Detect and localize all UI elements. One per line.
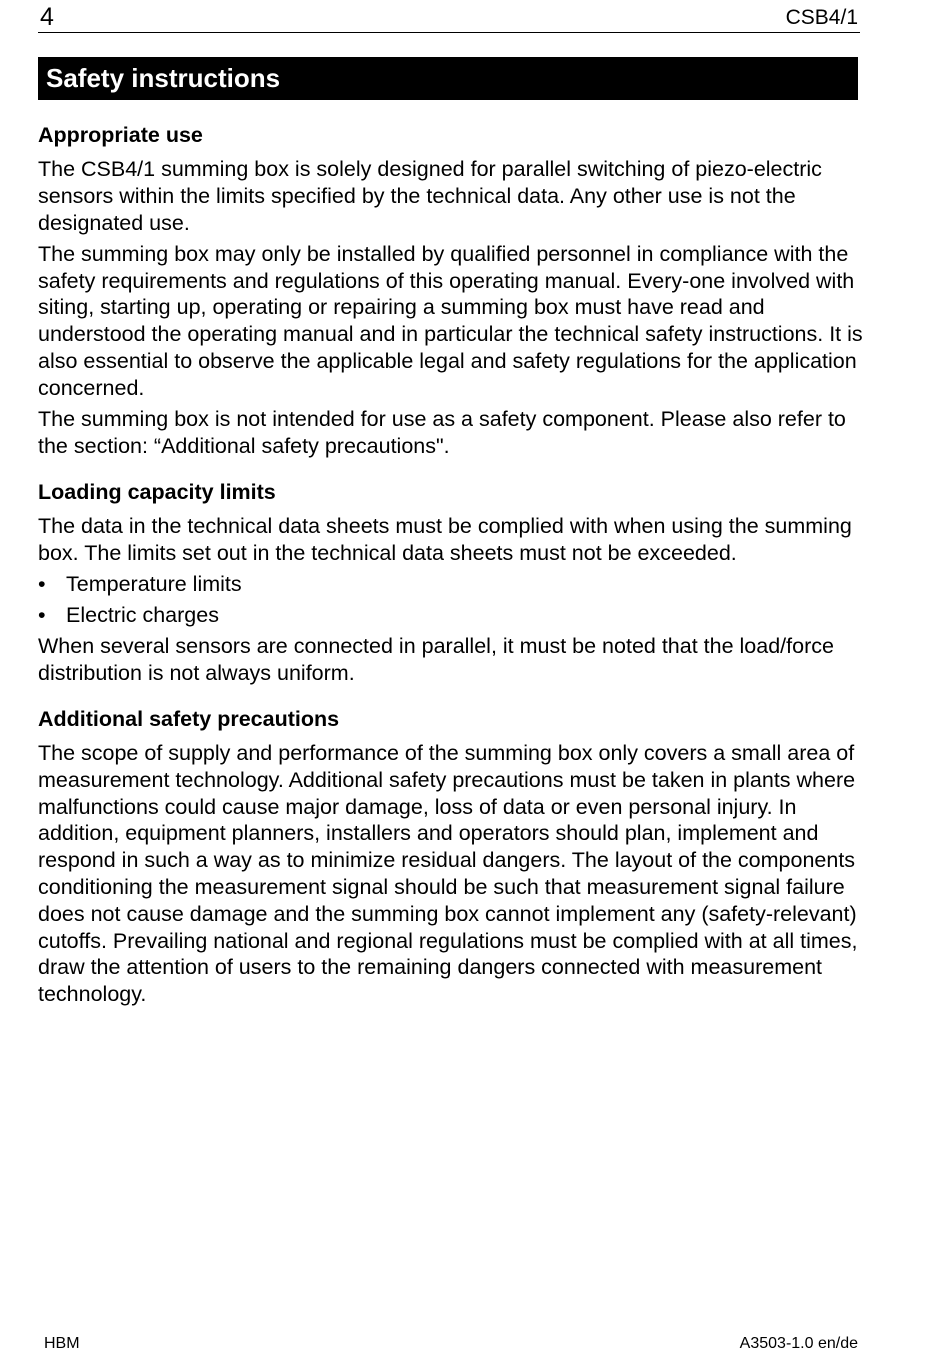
- paragraph: The CSB4/1 summing box is solely designed for parallel switching of piezo-electric sensors within the limits specified by the technical data. Any other use is not the designated use.: [38, 157, 822, 235]
- heading-appropriate-use: Appropriate use: [38, 123, 203, 147]
- footer-doc-number: A3503-1.0 en/de: [739, 1335, 858, 1352]
- page-header: [38, 2, 860, 33]
- bullet-list: [38, 571, 868, 629]
- footer-company: HBM: [44, 1335, 80, 1352]
- list-item-text: Electric charges: [66, 603, 219, 628]
- document-id: CSB4/1: [785, 6, 858, 29]
- section-appropriate-use: [38, 120, 868, 460]
- paragraph: The scope of supply and performance of the summing box only covers a small area of measurement technology. Additional safety precautions must be taken in plants where malfunctions could cause major damage, loss of data or even personal injury. In addition, equipment planners, installers and operators should plan, implement and respond in such a way as to minimize residual dangers. The layout of the components conditioning the measurement signal should be such that measurement signal failure does not cause damage and the summing box cannot implement any (safety-relevant) cutoffs. Prevailing national and regional regulations must be complied with at all times, draw the attention of users to the remaining dangers connected with measurement technology.: [38, 741, 858, 1007]
- bullet-icon: •: [38, 603, 46, 628]
- paragraph: When several sensors are connected in parallel, it must be noted that the load/force distribution is not always uniform.: [38, 634, 834, 686]
- heading-additional-precautions: Additional safety precautions: [38, 707, 340, 732]
- list-item: [38, 602, 868, 629]
- bullet-icon: •: [38, 571, 46, 596]
- paragraph: The summing box may only be installed by qualified personnel in compliance with the safety requirements and regulations of this operating manual. Every-one involved with siting, starting up, operating or repairing a summing box must have read and understood the operating manual and in particular the technical safety instructions. It is also essential to observe the applicable legal and safety regulations for the application concerned.: [38, 241, 863, 400]
- section-additional-precautions: [38, 704, 868, 1008]
- page-number: 4: [40, 3, 54, 31]
- paragraph: The summing box is not intended for use as a safety component. Please also refer to the section: “Additional safety precautions".: [38, 407, 846, 458]
- section-title-bar: [38, 57, 858, 100]
- paragraph: The data in the technical data sheets must be complied with when using the summing box. The limits set out in the technical data sheets must not be exceeded.: [38, 513, 852, 565]
- heading-loading-capacity: Loading capacity limits: [38, 479, 276, 504]
- section-loading-capacity: [38, 477, 868, 687]
- list-item: [38, 571, 868, 598]
- list-item-text: Temperature limits: [66, 571, 242, 596]
- page-title: Safety instructions: [46, 63, 281, 93]
- main-content: [38, 120, 868, 1025]
